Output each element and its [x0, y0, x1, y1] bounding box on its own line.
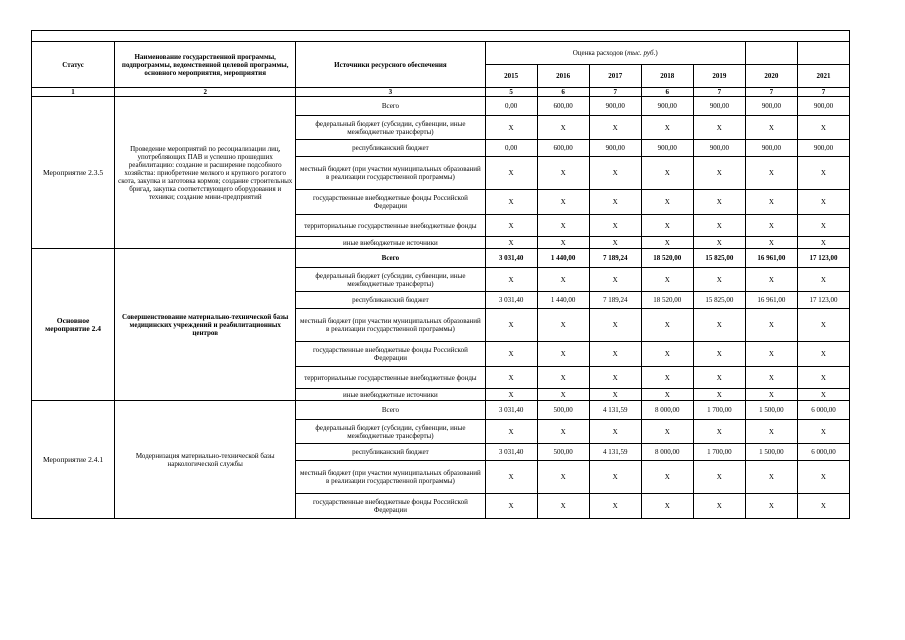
value-cell: X [485, 461, 537, 494]
value-cell: X [537, 461, 589, 494]
value-cell: X [745, 367, 797, 389]
value-cell: X [589, 389, 641, 401]
value-cell: X [693, 237, 745, 249]
column-number: 7 [797, 88, 849, 97]
value-cell: X [693, 494, 745, 519]
header-year: 2016 [537, 65, 589, 88]
value-cell: 3 031,40 [485, 249, 537, 268]
value-cell: X [641, 116, 693, 140]
source-label: местный бюджет (при участии муниципальных образований в реализации государственной программы) [296, 157, 485, 190]
value-cell: 1 440,00 [537, 292, 589, 309]
value-cell: X [589, 190, 641, 215]
value-cell: X [641, 268, 693, 292]
column-number: 1 [32, 88, 115, 97]
value-cell: X [641, 157, 693, 190]
value-cell: 18 520,00 [641, 249, 693, 268]
value-cell: X [537, 342, 589, 367]
value-cell: X [589, 215, 641, 237]
value-cell: 500,00 [537, 401, 589, 420]
column-number: 3 [296, 88, 485, 97]
block-status: Основное мероприятие 2.4 [32, 249, 115, 401]
value-cell: 6 000,00 [797, 444, 849, 461]
value-cell: X [797, 268, 849, 292]
value-cell: X [485, 494, 537, 519]
value-cell: X [485, 420, 537, 444]
source-label: государственные внебюджетные фонды Российской Федерации [296, 342, 485, 367]
value-cell: X [589, 420, 641, 444]
value-cell: X [537, 389, 589, 401]
header-year: 2019 [693, 65, 745, 88]
value-cell: 16 961,00 [745, 292, 797, 309]
value-cell: X [693, 367, 745, 389]
value-cell: X [693, 215, 745, 237]
value-cell: X [589, 237, 641, 249]
source-label: государственные внебюджетные фонды Российской Федерации [296, 190, 485, 215]
value-cell: X [641, 461, 693, 494]
value-cell: 900,00 [693, 97, 745, 116]
value-cell: X [745, 342, 797, 367]
header-empty-2020 [745, 42, 797, 65]
value-cell: X [745, 494, 797, 519]
value-cell: X [537, 190, 589, 215]
value-cell: 1 700,00 [693, 401, 745, 420]
value-cell: X [537, 367, 589, 389]
value-cell: 17 123,00 [797, 292, 849, 309]
value-cell: X [485, 389, 537, 401]
value-cell: 900,00 [641, 97, 693, 116]
value-cell: X [745, 116, 797, 140]
value-cell: X [693, 157, 745, 190]
header-year: 2015 [485, 65, 537, 88]
value-cell: X [693, 116, 745, 140]
value-cell: 900,00 [745, 140, 797, 157]
value-cell: 900,00 [589, 140, 641, 157]
value-cell: X [797, 420, 849, 444]
value-cell: 6 000,00 [797, 401, 849, 420]
value-cell: 15 825,00 [693, 292, 745, 309]
value-cell: X [745, 157, 797, 190]
resource-table [31, 30, 850, 519]
table-row [32, 401, 850, 420]
source-label: местный бюджет (при участии муниципальных образований в реализации государственной программы) [296, 461, 485, 494]
value-cell: 18 520,00 [641, 292, 693, 309]
header-status: Статус [32, 42, 115, 88]
value-cell: X [797, 157, 849, 190]
value-cell: X [641, 420, 693, 444]
value-cell: X [589, 367, 641, 389]
value-cell: 3 031,40 [485, 401, 537, 420]
value-cell: X [797, 309, 849, 342]
value-cell: X [745, 215, 797, 237]
header-year: 2017 [589, 65, 641, 88]
value-cell: X [797, 190, 849, 215]
value-cell: X [797, 367, 849, 389]
value-cell: X [641, 494, 693, 519]
source-label: иные внебюджетные источники [296, 389, 485, 401]
table-top-bar [32, 31, 850, 42]
value-cell: X [745, 389, 797, 401]
source-label: республиканский бюджет [296, 140, 485, 157]
value-cell: 7 189,24 [589, 249, 641, 268]
source-label: иные внебюджетные источники [296, 237, 485, 249]
header-year: 2021 [797, 65, 849, 88]
block-name: Проведение мероприятий по ресоциализации лиц, употребляющих ПАВ и успешно прошедших реабилитацию: создание и расширение подсобного хозяйства: приобретение мелкого и крупного рогатого скота, закупка и заготовка кормов; создание строительных бригад, закупка соответствующего оборудования и техники; создание мини-предприятий [115, 97, 296, 249]
value-cell: X [797, 461, 849, 494]
value-cell: 900,00 [745, 97, 797, 116]
value-cell: 900,00 [797, 140, 849, 157]
value-cell: 600,00 [537, 140, 589, 157]
value-cell: 600,00 [537, 97, 589, 116]
header-estimate-prefix: Оценка расходов ( [572, 49, 628, 57]
value-cell: X [485, 342, 537, 367]
value-cell: 1 440,00 [537, 249, 589, 268]
source-label: республиканский бюджет [296, 292, 485, 309]
source-label: государственные внебюджетные фонды Российской Федерации [296, 494, 485, 519]
header-estimate-unit: тыс. руб. [627, 49, 656, 57]
value-cell: 1 700,00 [693, 444, 745, 461]
header-sources: Источники ресурсного обеспечения [296, 42, 485, 88]
source-label: Всего [296, 401, 485, 420]
value-cell: X [745, 309, 797, 342]
value-cell: X [745, 461, 797, 494]
source-label: территориальные государственные внебюджетные фонды [296, 367, 485, 389]
value-cell: X [641, 367, 693, 389]
value-cell: X [797, 494, 849, 519]
value-cell: 900,00 [641, 140, 693, 157]
block-status: Мероприятие 2.3.5 [32, 97, 115, 249]
value-cell: X [693, 190, 745, 215]
value-cell: X [537, 237, 589, 249]
value-cell: 8 000,00 [641, 444, 693, 461]
value-cell: X [745, 190, 797, 215]
value-cell: X [693, 389, 745, 401]
value-cell: X [641, 342, 693, 367]
header-empty-2021 [797, 42, 849, 65]
value-cell: X [589, 116, 641, 140]
value-cell: X [485, 268, 537, 292]
source-label: Всего [296, 97, 485, 116]
value-cell: 4 131,59 [589, 444, 641, 461]
value-cell: 900,00 [693, 140, 745, 157]
value-cell: X [589, 309, 641, 342]
value-cell: 1 500,00 [745, 401, 797, 420]
value-cell: X [537, 420, 589, 444]
header-year: 2018 [641, 65, 693, 88]
value-cell: X [797, 389, 849, 401]
value-cell: X [485, 157, 537, 190]
value-cell: 0,00 [485, 140, 537, 157]
column-number: 7 [693, 88, 745, 97]
value-cell: X [589, 494, 641, 519]
value-cell: X [589, 157, 641, 190]
value-cell: X [797, 342, 849, 367]
value-cell: X [693, 342, 745, 367]
value-cell: X [745, 237, 797, 249]
value-cell: 7 189,24 [589, 292, 641, 309]
value-cell: X [485, 309, 537, 342]
source-label: республиканский бюджет [296, 444, 485, 461]
value-cell: 4 131,59 [589, 401, 641, 420]
value-cell: X [485, 116, 537, 140]
value-cell: X [693, 268, 745, 292]
value-cell: X [589, 461, 641, 494]
value-cell: 900,00 [589, 97, 641, 116]
value-cell: X [797, 215, 849, 237]
value-cell: X [537, 268, 589, 292]
header-name: Наименование государственной программы, подпрограммы, ведомственной целевой программы, основного мероприятия, мероприятия [115, 42, 296, 88]
value-cell: 1 500,00 [745, 444, 797, 461]
value-cell: X [641, 309, 693, 342]
source-label: местный бюджет (при участии муниципальных образований в реализации государственной программы) [296, 309, 485, 342]
value-cell: X [485, 190, 537, 215]
table-row [32, 97, 850, 116]
source-label: федеральный бюджет (субсидии, субвенции, иные межбюджетные трансферты) [296, 116, 485, 140]
column-number: 6 [641, 88, 693, 97]
block-name: Модернизация материально-технической базы наркологической службы [115, 401, 296, 519]
column-number: 7 [745, 88, 797, 97]
value-cell: 16 961,00 [745, 249, 797, 268]
value-cell: X [537, 215, 589, 237]
value-cell: 3 031,40 [485, 292, 537, 309]
value-cell: 3 031,40 [485, 444, 537, 461]
column-number: 7 [589, 88, 641, 97]
value-cell: 500,00 [537, 444, 589, 461]
header-estimate [485, 42, 745, 65]
value-cell: 8 000,00 [641, 401, 693, 420]
value-cell: X [589, 342, 641, 367]
value-cell: X [641, 389, 693, 401]
value-cell: X [693, 420, 745, 444]
value-cell: X [797, 237, 849, 249]
value-cell: X [537, 494, 589, 519]
header-year: 2020 [745, 65, 797, 88]
value-cell: 0,00 [485, 97, 537, 116]
column-number: 2 [115, 88, 296, 97]
value-cell: X [537, 309, 589, 342]
value-cell: X [693, 309, 745, 342]
source-label: территориальные государственные внебюджетные фонды [296, 215, 485, 237]
value-cell: X [641, 237, 693, 249]
source-label: федеральный бюджет (субсидии, субвенции, иные межбюджетные трансферты) [296, 268, 485, 292]
value-cell: 900,00 [797, 97, 849, 116]
column-number: 5 [485, 88, 537, 97]
value-cell: 15 825,00 [693, 249, 745, 268]
value-cell: X [485, 215, 537, 237]
column-number: 6 [537, 88, 589, 97]
value-cell: X [485, 237, 537, 249]
block-name: Совершенствование материально-технической базы медицинских учреждений и реабилитационных центров [115, 249, 296, 401]
value-cell: X [641, 190, 693, 215]
value-cell: X [485, 367, 537, 389]
source-label: федеральный бюджет (субсидии, субвенции, иные межбюджетные трансферты) [296, 420, 485, 444]
value-cell: 17 123,00 [797, 249, 849, 268]
value-cell: X [537, 157, 589, 190]
value-cell: X [537, 116, 589, 140]
block-status: Мероприятие 2.4.1 [32, 401, 115, 519]
value-cell: X [745, 268, 797, 292]
value-cell: X [797, 116, 849, 140]
header-estimate-suffix: ) [655, 49, 658, 57]
value-cell: X [693, 461, 745, 494]
value-cell: X [641, 215, 693, 237]
table-row [32, 249, 850, 268]
value-cell: X [745, 420, 797, 444]
source-label: Всего [296, 249, 485, 268]
value-cell: X [589, 268, 641, 292]
